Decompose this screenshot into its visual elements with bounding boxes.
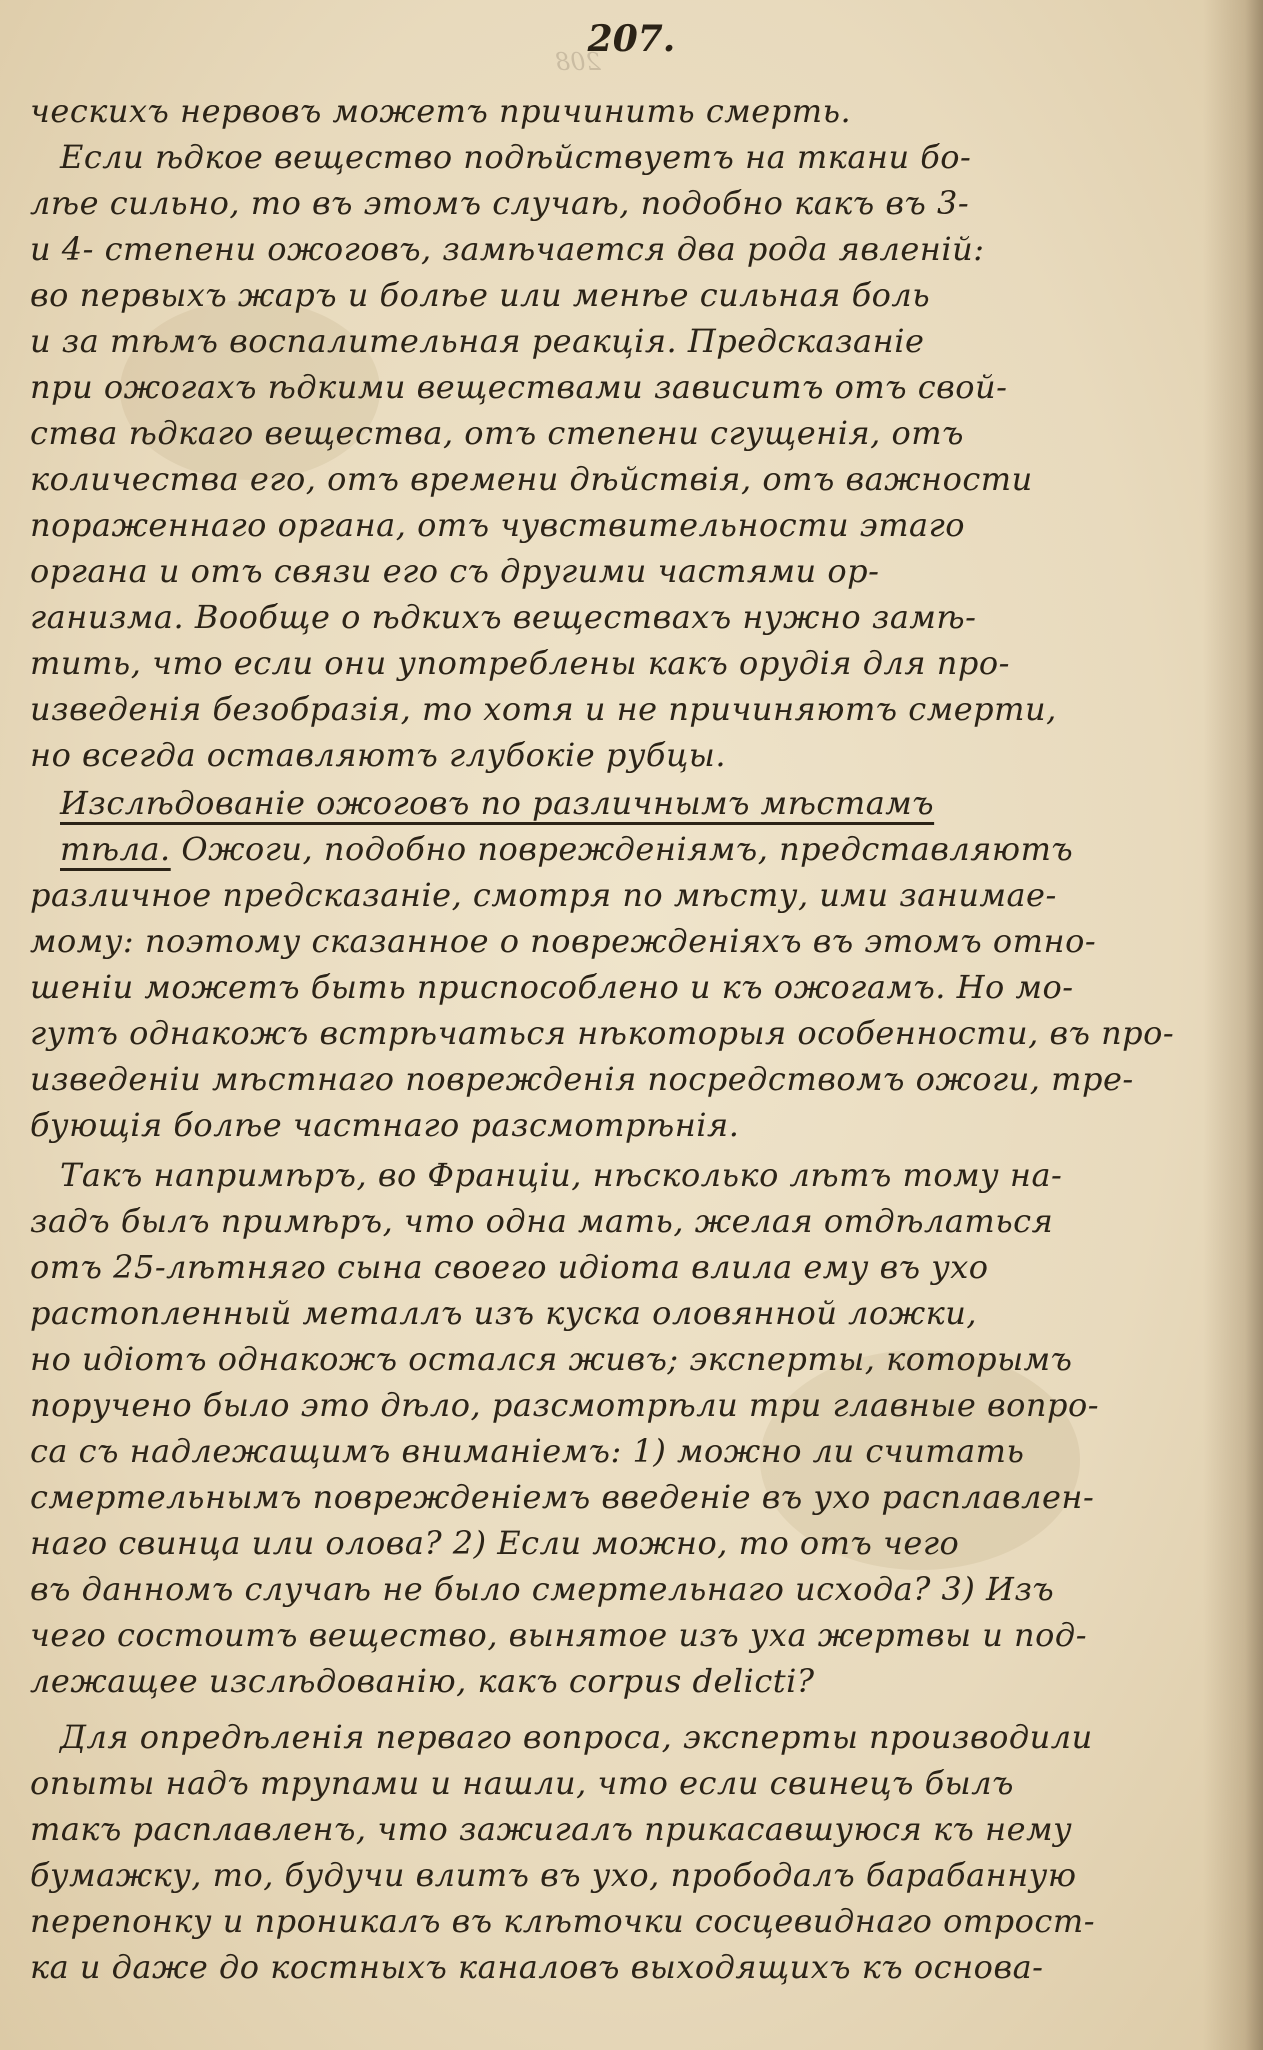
page-number: 207.	[587, 18, 676, 60]
text-line: гутъ однакожъ встрѣчаться нѣкоторыя особенности, въ про-	[30, 1014, 1175, 1052]
text-line: тить, что если они употреблены какъ орудія для про-	[30, 644, 1010, 682]
text-line: шеніи можетъ быть приспособлено и къ ожогамъ. Но мо-	[30, 968, 1074, 1006]
text-line: перепонку и проникалъ въ клѣточки сосцевиднаго отрост-	[30, 1902, 1095, 1940]
text-line: количества его, отъ времени дѣйствія, отъ важности	[30, 460, 1033, 498]
text-line: изведеніи мѣстнаго поврежденія посредствомъ ожоги, тре-	[30, 1060, 1134, 1098]
text-line: лежащее изслѣдованію, какъ corpus delicti?	[30, 1662, 815, 1700]
text-line: чего состоитъ вещество, вынятое изъ уха жертвы и под-	[30, 1616, 1087, 1654]
text-line: Для опредѣленія перваго вопроса, эксперты производили	[60, 1718, 1093, 1756]
text-line: Если ѣдкое вещество подѣйствуетъ на ткани бо-	[60, 138, 972, 176]
text-line: ка и даже до костныхъ каналовъ выходящихъ къ основа-	[30, 1948, 1044, 1986]
text-line: въ данномъ случаѣ не было смертельнаго исхода? 3) Изъ	[30, 1570, 1055, 1608]
text-line: при ожогахъ ѣдкими веществами зависитъ отъ свой-	[30, 368, 1008, 406]
section-heading: Изслѣдованіе ожоговъ по различнымъ мѣстамъ	[60, 784, 935, 822]
text-line: бумажку, то, будучи влитъ въ ухо, прободалъ барабанную	[30, 1856, 1077, 1894]
text-line: бующія болѣе частнаго разсмотрѣнія.	[30, 1106, 740, 1144]
text-line: отъ 25-лѣтняго сына своего идіота влила ему въ ухо	[30, 1248, 989, 1286]
text-line: Такъ напримѣръ, во Франціи, нѣсколько лѣтъ тому на-	[60, 1156, 1063, 1194]
text-line: наго свинца или олова? 2) Если можно, то отъ чего	[30, 1524, 960, 1562]
text-line: смертельнымъ поврежденіемъ введеніе въ ухо расплавлен-	[30, 1478, 1095, 1516]
text-line: растопленный металлъ изъ куска оловянной ложки,	[30, 1294, 977, 1332]
text-line: но идіотъ однакожъ остался живъ; эксперты, которымъ	[30, 1340, 1073, 1378]
text-line: ганизма. Вообще о ѣдкихъ веществахъ нужно замѣ-	[30, 598, 977, 636]
text-line: изведенія безобразія, то хотя и не причиняютъ смерти,	[30, 690, 1057, 728]
heading-continuation-line	[30, 826, 1210, 872]
text-line: пораженнаго органа, отъ чувствительности этаго	[30, 506, 966, 544]
text-line: лѣе сильно, то въ этомъ случаѣ, подобно какъ въ 3-	[30, 184, 970, 222]
text-line: опыты надъ трупами и нашли, что если свинецъ былъ	[30, 1764, 1014, 1802]
heading-continuation: тѣла.	[60, 830, 171, 868]
text-line: но всегда оставляютъ глубокіе рубцы.	[30, 736, 727, 774]
text-line: задъ былъ примѣръ, что одна мать, желая отдѣлаться	[30, 1202, 1054, 1240]
text-line: органа и отъ связи его съ другими частями ор-	[30, 552, 880, 590]
text-line: мому: поэтому сказанное о поврежденіяхъ въ этомъ отно-	[30, 922, 1097, 960]
text-line: са съ надлежащимъ вниманіемъ: 1) можно ли считать	[30, 1432, 1025, 1470]
text-run: Ожоги, подобно поврежденіямъ, представляютъ	[170, 830, 1074, 868]
text-line: ства ѣдкаго вещества, отъ степени сгущенія, отъ	[30, 414, 964, 452]
page-binding-shadow	[1203, 0, 1263, 2050]
text-line: различное предсказаніе, смотря по мѣсту, ими занимае-	[30, 876, 1057, 914]
bleed-through-page-number: 208	[555, 48, 601, 76]
text-line: во первыхъ жаръ и болѣе или менѣе сильная боль	[30, 276, 931, 314]
text-line: и 4- степени ожоговъ, замѣчается два рода явленій:	[30, 230, 985, 268]
text-line: ческихъ нервовъ можетъ причинить смерть.	[30, 92, 852, 130]
text-line: поручено было это дѣло, разсмотрѣли три главные вопро-	[30, 1386, 1100, 1424]
text-line: такъ расплавленъ, что зажигалъ прикасавшуюся къ нему	[30, 1810, 1073, 1848]
text-line: и за тѣмъ воспалительная реакція. Предсказаніе	[30, 322, 925, 360]
